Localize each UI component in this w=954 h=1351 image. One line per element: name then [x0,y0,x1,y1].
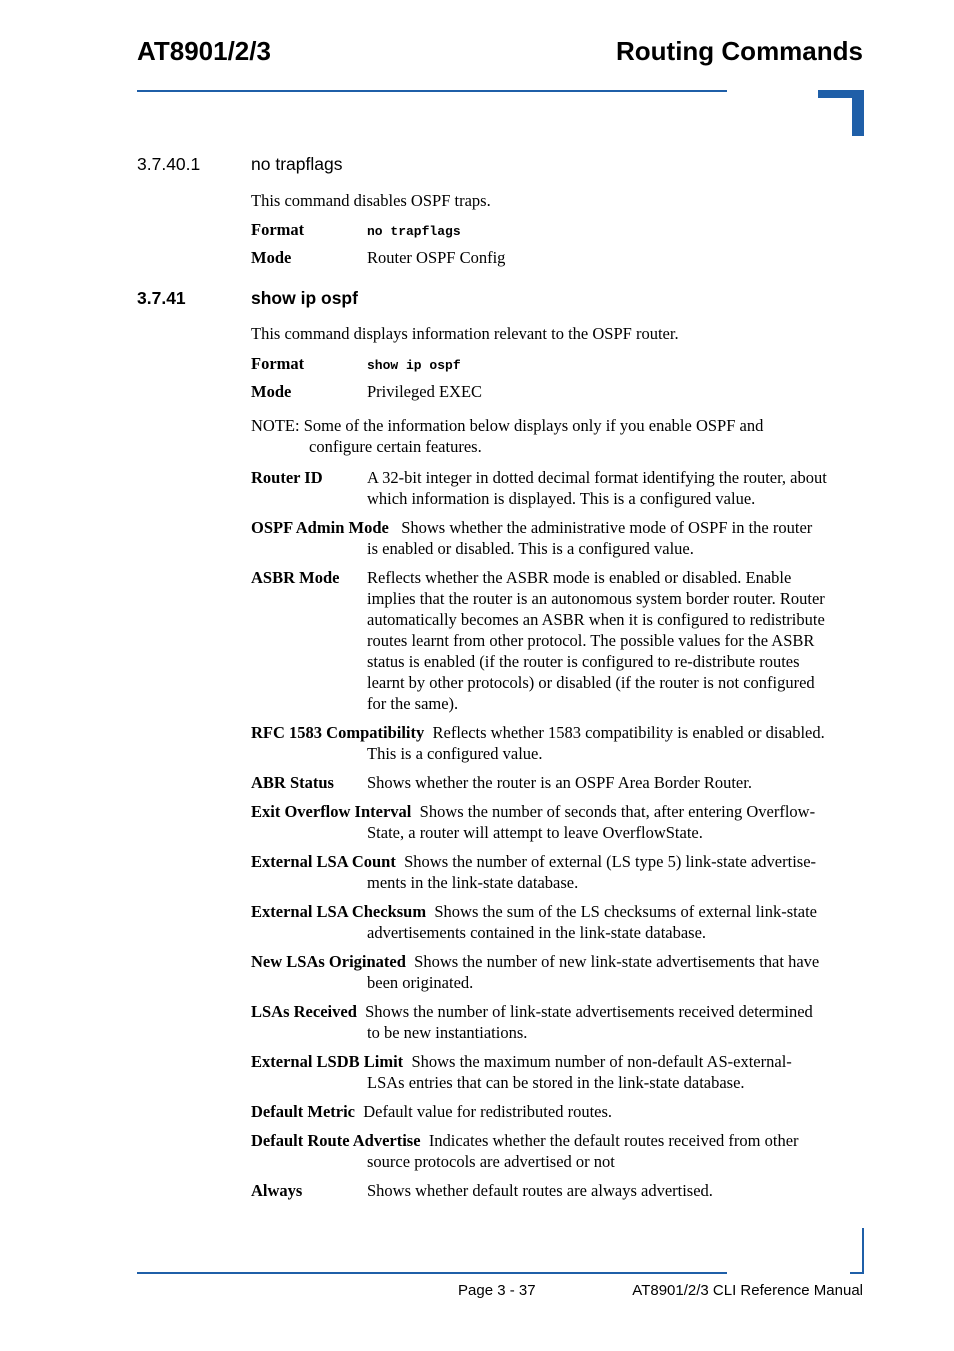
definition-text: to be new instantiations. [367,1023,528,1042]
definition-term: External LSA Count [251,852,396,871]
definition-term: Exit Overflow Interval [251,802,412,821]
definition-text: advertisements contained in the link-state database. [367,923,707,942]
header-rule [137,90,727,92]
definition-item [251,1180,861,1201]
definition-text: Shows the number of external (LS type 5) link-state advertise- [404,852,817,871]
definition-term: RFC 1583 Compatibility [251,723,425,742]
definition-term: External LSA Checksum [251,902,427,921]
note-line: configure certain features. [309,437,482,456]
definition-term: LSAs Received [251,1002,357,1021]
format-label: Format [251,220,305,239]
definition-item [251,801,861,843]
definition-term: New LSAs Originated [251,952,406,971]
definition-item [251,1130,861,1172]
definition-text: Reflects whether the ASBR mode is enabled or disabled. Enable [367,568,792,587]
definition-text: A 32-bit integer in dotted decimal format identifying the router, about [367,468,827,487]
section-3740-1-heading [0,154,954,178]
definition-text: Shows the maximum number of non-default AS-external- [411,1052,792,1071]
definition-text: been originated. [367,973,474,992]
definition-text: Shows whether the router is an OSPF Area Border Router. [367,773,752,792]
definition-item [251,1001,861,1043]
definition-text: State, a router will attempt to leave OverflowState. [367,823,703,842]
header-corner-mark [818,90,864,136]
header-chapter: Routing Commands [616,36,863,66]
definition-item [251,951,861,993]
section-number: 3.7.41 [137,288,186,308]
definition-text: Shows whether default routes are always advertised. [367,1181,713,1200]
definition-text: Shows the number of new link-state advertisements that have [414,952,820,971]
definition-item [251,1051,861,1093]
definition-text: is enabled or disabled. This is a configured value. [367,539,694,558]
definition-item [251,517,861,559]
mode-value: Privileged EXEC [367,382,483,401]
format-value: no trapflags [367,224,461,239]
definition-text: status is enabled (if the router is configured to re-distribute routes [367,652,800,671]
definition-item [251,901,861,943]
definition-term: Default Metric [251,1102,355,1121]
definition-term: ABR Status [251,773,334,792]
section-title: no trapflags [251,154,343,174]
definition-item [251,567,861,714]
footer-corner-mark [850,1228,864,1274]
format-value: show ip ospf [367,358,461,373]
section-number: 3.7.40.1 [137,154,201,174]
mode-value: Router OSPF Config [367,248,506,267]
definition-term: ASBR Mode [251,568,340,587]
definition-text: routes learnt from other protocol. The possible values for the ASBR [367,631,815,650]
definition-text: Shows whether the administrative mode of OSPF in the router [401,518,813,537]
footer-page-number: Page 3 - 37 [458,1282,536,1299]
definition-term: Always [251,1181,303,1200]
definition-text: implies that the router is an autonomous system border router. Router [367,589,825,608]
definition-text: ments in the link-state database. [367,873,579,892]
definition-text: source protocols are advertised or not [367,1152,615,1171]
definition-term: Default Route Advertise [251,1131,421,1150]
definition-item [251,772,861,793]
footer-manual-title: AT8901/2/3 CLI Reference Manual [632,1282,863,1299]
header-product: AT8901/2/3 [137,36,271,66]
definition-text: Shows the number of link-state advertisements received determined [365,1002,813,1021]
definition-text: LSAs entries that can be stored in the link-state database. [367,1073,745,1092]
definition-item [251,851,861,893]
mode-label: Mode [251,382,292,401]
note-block [251,415,861,457]
section-3741-description: This command displays information relevant to the OSPF router. [251,324,679,343]
definition-term: Router ID [251,468,323,487]
section-title: show ip ospf [251,288,358,308]
definition-text: learnt by other protocols) or disabled (if the router is not configured [367,673,815,692]
definition-item [251,1101,861,1122]
format-label: Format [251,354,305,373]
definition-list [251,467,861,1209]
definition-term: OSPF Admin Mode [251,518,389,537]
definition-text: This is a configured value. [367,744,543,763]
definition-text: Shows the sum of the LS checksums of external link-state [434,902,817,921]
definition-text: which information is displayed. This is a configured value. [367,489,756,508]
definition-item [251,722,861,764]
definition-item [251,467,861,509]
definition-text: Shows the number of seconds that, after entering Overflow- [419,802,816,821]
mode-label: Mode [251,248,292,267]
definition-term: External LSDB Limit [251,1052,404,1071]
definition-text: Reflects whether 1583 compatibility is enabled or disabled. [432,723,825,742]
definition-text: Indicates whether the default routes received from other [428,1131,799,1150]
note-line: NOTE: Some of the information below displays only if you enable OSPF and [251,416,764,435]
footer-rule [137,1272,727,1274]
section-3741-heading [0,288,954,312]
definition-text: Default value for redistributed routes. [363,1102,613,1121]
definition-text: automatically becomes an ASBR when it is configured to redistribute [367,610,825,629]
definition-text: for the same). [367,694,459,713]
section-3740-1-description: This command disables OSPF traps. [251,191,491,210]
